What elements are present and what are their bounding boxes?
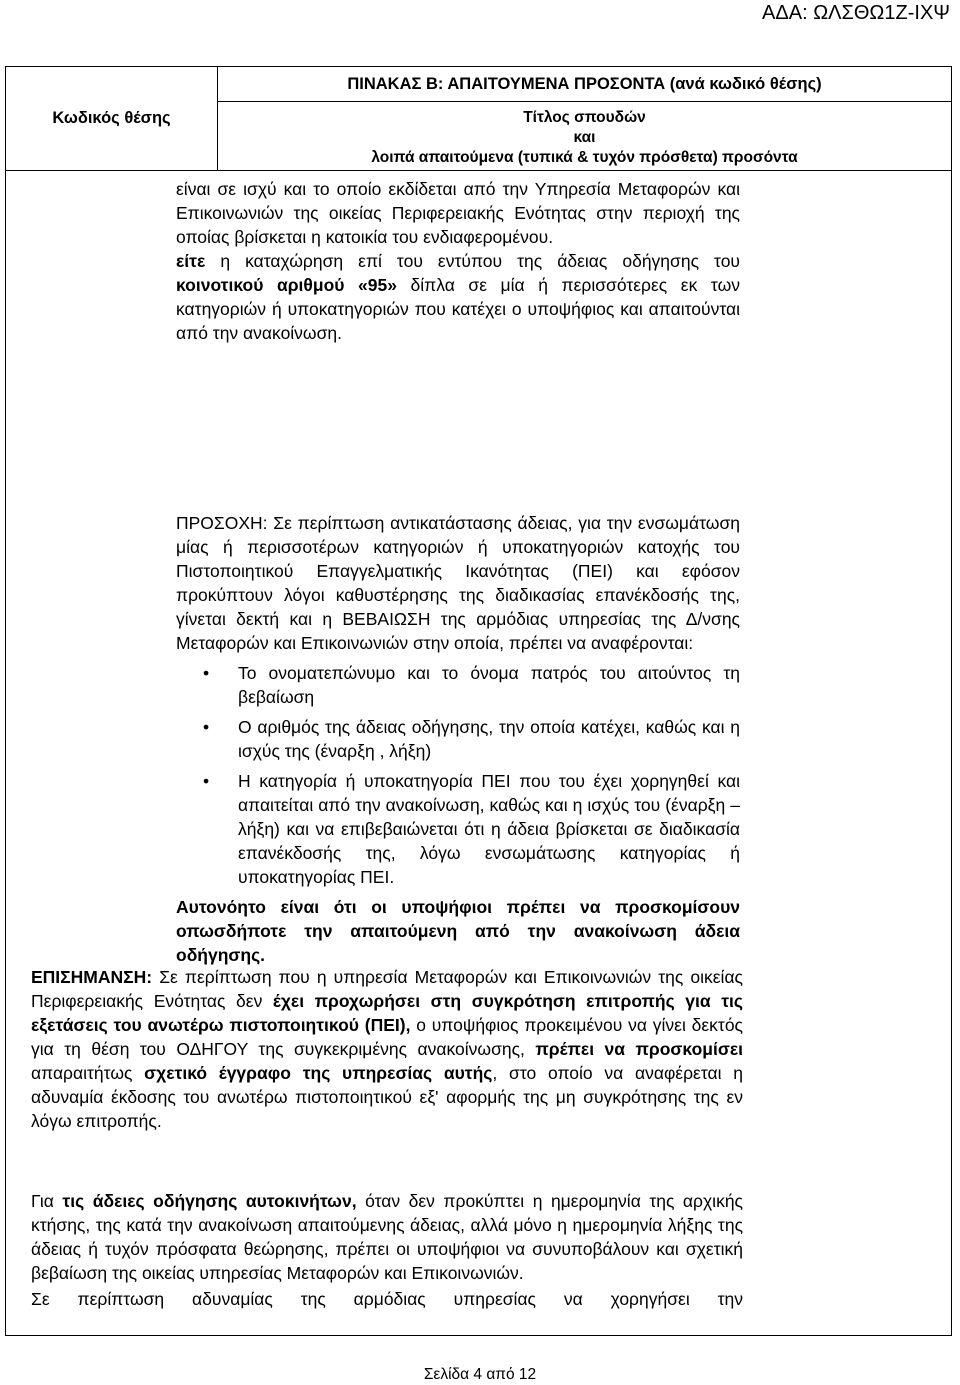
paragraph-code-95 xyxy=(176,249,740,345)
table-title: ΠΙΝΑΚΑΣ Β: ΑΠΑΙΤΟΥΜΕΝΑ ΠΡΟΣΟΝΤΑ (ανά κωδικό θέσης) xyxy=(347,75,822,93)
attention-label: ΠΡΟΣΟΧΗ: xyxy=(176,513,268,533)
bullet-icon: • xyxy=(203,717,210,737)
column-header-line-1: Τίτλος σπουδών xyxy=(523,109,646,126)
list-item-text: Η κατηγορία ή υποκατηγορία ΠΕΙ που του έχει χορηγηθεί και απαιτείται από την ανακοίνωση, καθώς και η ισχύς του (έναρξη –λήξη) και να επιβεβαιώνεται ότι η άδεια βρίσκεται σε διαδικασία επανέκδοσής της, λόγω ενσωμάτωσης κατηγορίας ή υποκατηγορίας ΠΕΙ. xyxy=(238,771,740,887)
bullet-list xyxy=(176,661,740,889)
notice-block xyxy=(31,965,743,1133)
notice-bold-3: σχετικό έγγραφο της υπηρεσίας αυτής xyxy=(144,1063,493,1083)
requirements-table xyxy=(5,66,952,1336)
car-license-block xyxy=(31,1189,743,1311)
notice-text-2: ο υποψήφιος προκειμένου να γίνει δεκτός για τη θέση του ΟΔΗΓΟΥ της συγκεκριμένης ανακοίνωσης, xyxy=(31,1015,743,1059)
text-p2-part2: δίπλα σε μία ή περισσότερες εκ των κατηγοριών ή υποκατηγοριών που κατέχει ο υποψήφιος και απαιτούνται από την ανακοίνωση. xyxy=(176,275,740,343)
column-header-title xyxy=(218,102,952,171)
column-header-line-3: λοιπά απαιτούμενα (τυπικά & τυχόν πρόσθετα) προσόντα xyxy=(371,149,798,166)
paragraph-car-license xyxy=(31,1189,743,1285)
license-validity-block xyxy=(176,177,740,345)
car-bold-1: τις άδειες οδήγησης αυτοκινήτων, xyxy=(62,1191,357,1211)
column-header-code xyxy=(6,67,218,171)
paragraph-license-issued: είναι σε ισχύ και το οποίο εκδίδεται από την Υπηρεσία Μεταφορών και Επικοινωνιών της οικείας Περιφερειακής Ενότητας στην περιοχή της οποίας βρίσκεται η κατοικία του ενδιαφερομένου. xyxy=(176,179,740,247)
list-item xyxy=(176,661,740,709)
bullet-icon: • xyxy=(203,771,210,791)
car-text-1: Για xyxy=(31,1191,63,1211)
notice-text-1: Σε περίπτωση που η υπηρεσία Μεταφορών και Επικοινωνιών της οικείας Περιφερειακής Ενότητας δεν xyxy=(31,967,743,1011)
list-item xyxy=(176,769,740,889)
attention-block xyxy=(176,511,740,967)
ada-code: ΑΔΑ: ΩΛΣΘΩ1Ζ-ΙΧΨ xyxy=(762,2,950,24)
column-header-code-label: Κωδικός θέσης xyxy=(52,109,171,127)
notice-bold-2: πρέπει να προσκομίσει xyxy=(535,1039,743,1059)
table-body-cell xyxy=(6,171,952,1336)
list-item-text: Το ονοματεπώνυμο και το όνομα πατρός του αιτούντος τη βεβαίωση xyxy=(238,663,740,707)
text-either: είτε xyxy=(176,251,206,271)
notice-text-4: , στο οποίο να αναφέρεται η αδυναμία έκδοσης του ανωτέρω πιστοποιητικού εξ' αφορμής της μη συγκρότησης της εν λόγω επιτροπής. xyxy=(31,1063,743,1131)
notice-label: ΕΠΙΣΗΜΑΝΣΗ: xyxy=(31,967,153,987)
notice-text-3: απαραιτήτως xyxy=(31,1063,145,1083)
column-header-line-2: και xyxy=(573,129,596,146)
paragraph-attention xyxy=(176,511,740,655)
notice-bold-1: έχει προχωρήσει στη συγκρότηση επιτροπής για τις εξετάσεις του ανωτέρω πιστοποιητικού (ΠΕΙ), xyxy=(31,991,743,1035)
text-p2-part1: η καταχώρηση επί του εντύπου της άδειας οδήγησης του xyxy=(205,251,740,271)
paragraph-last-line: Σε περίπτωση αδυναμίας της αρμόδιας υπηρεσίας να χορηγήσει την xyxy=(31,1289,743,1309)
text-code-95: κοινοτικού αριθμού «95» xyxy=(176,275,397,295)
page-number: Σελίδα 4 από 12 xyxy=(423,1366,537,1383)
list-item xyxy=(176,715,740,763)
bullet-icon: • xyxy=(203,663,210,683)
attention-text: Σε περίπτωση αντικατάστασης άδειας, για την ενσωμάτωση μίας ή περισσοτέρων κατηγοριών ή υποκατηγοριών κατοχής του Πιστοποιητικού Επαγγελματικής Ικανότητας (ΠΕΙ) και εφόσον προκύπτουν λόγοι καθυστέρησης της διαδικασίας επανέκδοσής της, γίνεται δεκτή και η ΒΕΒΑΙΩΣΗ της αρμόδιας υπηρεσίας της Δ/νσης Μεταφορών και Επικοινωνιών στην οποία, πρέπει να αναφέρονται: xyxy=(176,513,740,653)
paragraph-bold-note: Αυτονόητο είναι ότι οι υποψήφιοι πρέπει να προσκομίσουν οπωσδήποτε την απαιτούμενη από την ανακοίνωση άδεια οδήγησης. xyxy=(176,897,740,965)
car-text-2: όταν δεν προκύπτει η ημερομηνία της αρχικής κτήσης, της κατά την ανακοίνωση απαιτούμενης άδειας, αλλά μόνο η ημερομηνία λήξης της άδειας ή τυχόν πρόσφατα θεώρησης, πρέπει οι υποψήφιοι να συνυποβάλουν και σχετική βεβαίωση της οικείας υπηρεσίας Μεταφορών και Επικοινωνιών. xyxy=(31,1191,743,1283)
paragraph-notice xyxy=(31,965,743,1133)
list-item-text: Ο αριθμός της άδειας οδήγησης, την οποία κατέχει, καθώς και η ισχύς της (έναρξη , λήξη) xyxy=(238,717,740,761)
table-title-cell xyxy=(218,67,952,102)
